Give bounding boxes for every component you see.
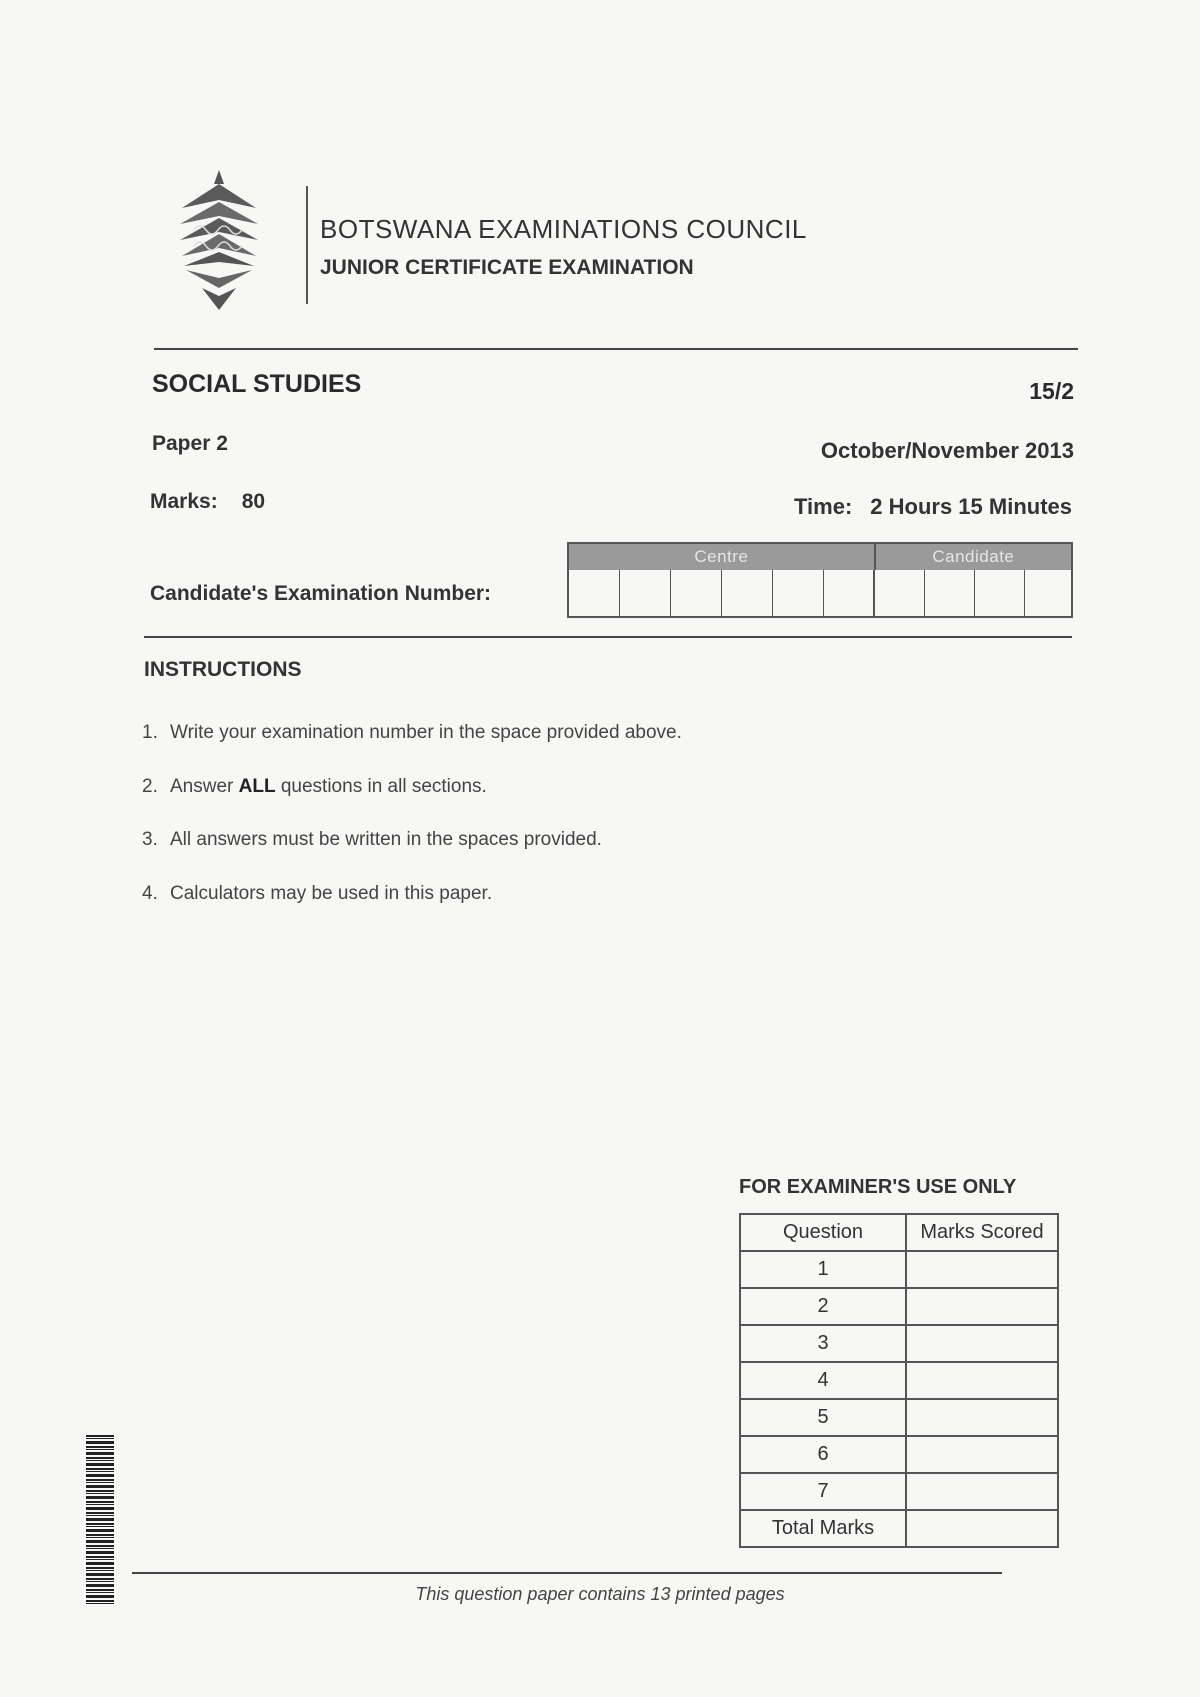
centre-digit-box[interactable]	[569, 570, 620, 616]
question-number: 5	[740, 1399, 906, 1436]
table-row	[740, 1436, 1058, 1473]
bec-logo	[172, 170, 267, 315]
question-number: 3	[740, 1325, 906, 1362]
candidate-number-label: Candidate's Examination Number:	[150, 582, 492, 605]
table-row	[740, 1288, 1058, 1325]
header-divider	[306, 186, 308, 304]
time-info	[794, 494, 1072, 520]
exam-session: October/November 2013	[820, 438, 1074, 463]
table-row	[740, 1362, 1058, 1399]
subject-title: SOCIAL STUDIES	[152, 370, 362, 398]
page-count-note: This question paper contains 13 printed pages	[415, 1584, 785, 1604]
examiner-use-title: FOR EXAMINER'S USE ONLY	[739, 1176, 1017, 1198]
instruction-item: 4. Calculators may be used in this paper.	[142, 883, 493, 904]
examiner-marks-table	[739, 1213, 1059, 1548]
question-number: 1	[740, 1251, 906, 1288]
instruction-item: 3. All answers must be written in the spaces provided.	[142, 829, 602, 850]
barcode	[86, 1435, 114, 1605]
instruction-item: 1. Write your examination number in the space provided above.	[142, 722, 682, 743]
marks-cell[interactable]	[906, 1399, 1058, 1436]
table-row	[740, 1325, 1058, 1362]
examination-name: JUNIOR CERTIFICATE EXAMINATION	[320, 256, 694, 279]
marks-info	[150, 490, 265, 514]
footer-rule	[132, 1572, 1002, 1574]
instructions-title: INSTRUCTIONS	[144, 658, 302, 681]
top-rule	[154, 348, 1078, 350]
table-row	[740, 1473, 1058, 1510]
marks-value: 80	[241, 490, 266, 513]
organisation-name: BOTSWANA EXAMINATIONS COUNCIL	[320, 214, 807, 244]
question-number: 6	[740, 1436, 906, 1473]
paper-code: 15/2	[1029, 378, 1074, 404]
marks-cell[interactable]	[906, 1288, 1058, 1325]
total-marks-cell[interactable]	[906, 1510, 1058, 1547]
instruction-item: 2. Answer ALL questions in all sections.	[142, 776, 487, 797]
centre-digit-box[interactable]	[773, 570, 824, 616]
table-row	[740, 1251, 1058, 1288]
table-row	[740, 1510, 1058, 1547]
centre-header: Centre	[694, 547, 749, 566]
time-value: 2 Hours 15 Minutes	[870, 494, 1072, 519]
candidate-number-grid	[567, 542, 1073, 618]
total-marks-label: Total Marks	[740, 1510, 906, 1547]
second-rule	[144, 636, 1072, 638]
centre-digit-box[interactable]	[620, 570, 671, 616]
question-number: 4	[740, 1362, 906, 1399]
marks-label: Marks:	[150, 490, 218, 513]
time-label: Time:	[794, 494, 853, 519]
marks-cell[interactable]	[906, 1473, 1058, 1510]
marks-cell[interactable]	[906, 1436, 1058, 1473]
centre-digit-box[interactable]	[722, 570, 773, 616]
centre-digit-box[interactable]	[824, 570, 875, 616]
marks-column-header: Marks Scored	[906, 1214, 1058, 1251]
candidate-header: Candidate	[874, 544, 1071, 570]
candidate-digit-box[interactable]	[975, 570, 1025, 616]
candidate-digit-box[interactable]	[875, 570, 925, 616]
marks-cell[interactable]	[906, 1251, 1058, 1288]
table-row	[740, 1399, 1058, 1436]
centre-digit-box[interactable]	[671, 570, 722, 616]
paper-number: Paper 2	[152, 432, 228, 455]
marks-cell[interactable]	[906, 1325, 1058, 1362]
candidate-digit-box[interactable]	[1025, 570, 1071, 616]
question-column-header: Question	[740, 1214, 906, 1251]
question-number: 2	[740, 1288, 906, 1325]
candidate-digit-box[interactable]	[925, 570, 975, 616]
marks-cell[interactable]	[906, 1362, 1058, 1399]
question-number: 7	[740, 1473, 906, 1510]
